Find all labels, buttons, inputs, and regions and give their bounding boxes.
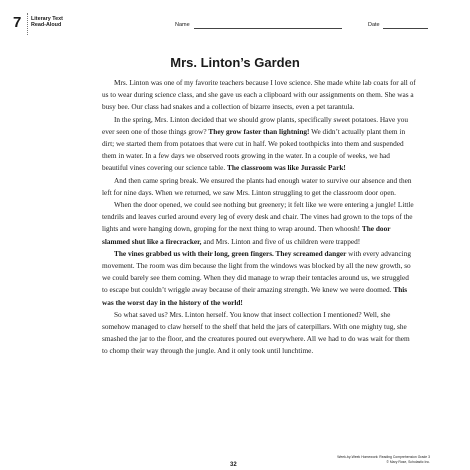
- bold-phrase: The vines grabbed us with their long, green fingers. They screamed danger: [114, 248, 347, 258]
- date-field-line[interactable]: [383, 28, 428, 29]
- unit-type-line2: Read-Aloud: [31, 22, 62, 28]
- bold-phrase: This was the worst day in the history of the world!: [102, 285, 408, 307]
- text-run: Mrs. Linton was one of my favorite teachers because I love science. She made white lab coats for all of us to wear during science class, and she gave us each a clipboard with our assignments on them. She was a busy bee. Our class had snakes and a collection of bizarre insects, even a pet tarantula.: [102, 78, 416, 112]
- unit-number: 7: [13, 14, 22, 31]
- bold-phrase: They grow faster than lightning!: [208, 126, 310, 136]
- text-run: And then came spring break. We ensured the plants had enough water to survive our absence and then left for nine days. When we returned, we saw Mrs. Linton struggling to get the classroom door open.: [102, 175, 412, 197]
- story-paragraph: [102, 248, 416, 309]
- text-run: So what saved us? Mrs. Linton herself. You know that insect collection I mentioned? Well, she somehow managed to claw herself to the shelf that held the jars of caterpillars. With one mighty tug, she smashed the jar to the floor, and the creatures poured out everywhere. All we had to do was wait for them to chomp their way through the jungle. And it only took until lunchtime.: [102, 309, 410, 356]
- story-paragraph: [102, 199, 416, 248]
- story-title: Mrs. Linton’s Garden: [170, 55, 300, 70]
- story-paragraph: [102, 175, 416, 199]
- worksheet-header: [0, 0, 470, 40]
- footer-credit-line1: Week-by-Week Homework: Reading Comprehension Grade 3: [337, 455, 430, 459]
- unit-type: [31, 16, 63, 28]
- text-run: In the spring, Mrs. Linton decided that we should grow plants, specifically sweet potatoes. Have you ever seen one of those things grow?: [102, 114, 409, 136]
- bold-phrase: The classroom was like Jurassic Park!: [227, 163, 346, 173]
- header-separator: [27, 13, 28, 35]
- name-field-line[interactable]: [194, 28, 342, 29]
- story-body: [102, 77, 416, 358]
- page-number: 32: [230, 462, 237, 468]
- text-run: When the door opened, we could see nothing but greenery; it felt like we were entering a jungle! Little tendrils and leaves curled around every leg of every desk and chair. The vines had grown to the tops of the lights and were hanging down, groping for the next thing to wrap around. Then whoosh!: [102, 200, 414, 234]
- story-paragraph: [102, 77, 416, 114]
- story-paragraph: [102, 309, 416, 358]
- name-label: Name: [175, 22, 190, 28]
- footer-credit-line2: © Mary Rose, Scholastic Inc.: [386, 460, 430, 464]
- text-run: and Mrs. Linton and five of us children were trapped!: [201, 236, 361, 246]
- text-run: with every advancing movement. The room was dim because the light from the windows was blocked by all the new growth, so we could barely see them coming. When they did manage to wrap their tentacles around us, we struggled to escape but couldn’t wriggle away because of their amazing strength. We knew we were doomed.: [102, 248, 411, 295]
- unit-type-line1: Literary Text: [31, 16, 63, 22]
- date-label: Date: [368, 22, 380, 28]
- story-paragraph: [102, 114, 416, 175]
- footer-credit: [300, 455, 430, 465]
- text-run: We didn’t actually plant them in dirt; we started them from potatoes that were cut in half. We poked toothpicks into them and suspended them in water. In a few days we observed roots growing in the water. In a couple of weeks, we had beautiful vines covering our science table.: [102, 126, 406, 173]
- bold-phrase: The door slammed shut like a firecracker,: [102, 224, 391, 246]
